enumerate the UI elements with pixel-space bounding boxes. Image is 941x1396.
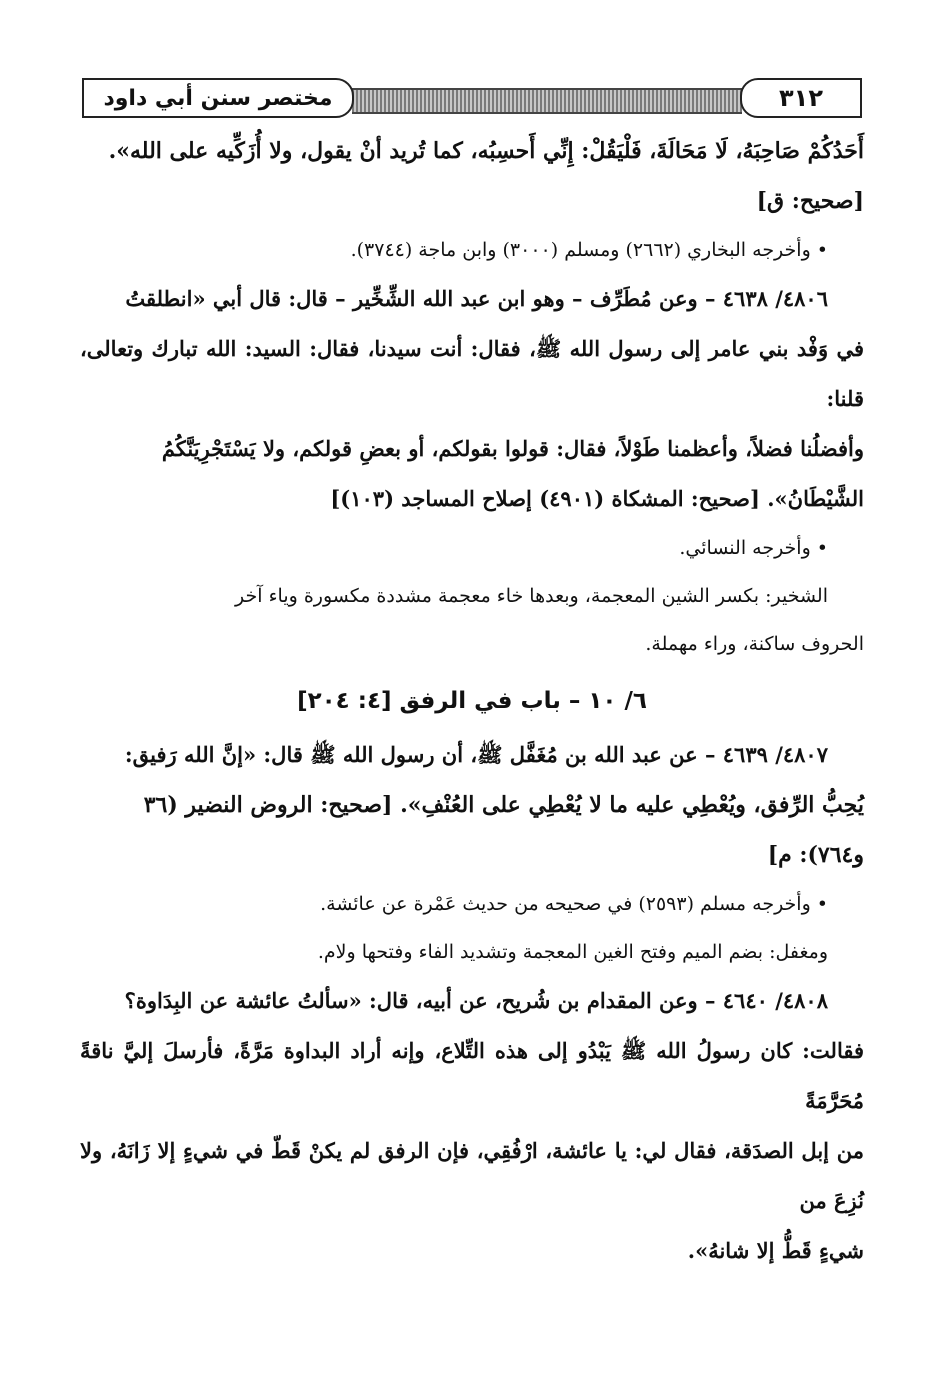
hadith-line: من إبل الصدَقة، فقال لي: يا عائشة، ارْفُقِي، فإن الرفق لم يكنْ قَطّ في شيءٍ إلا زَانَهُ، ولا نُزِعَ من <box>80 1138 864 1213</box>
hadith-line: ٤٨٠٨/ ٤٦٤٠ – وعن المقدام بن شُريح، عن أبيه، قال: «سألتُ عائشة عن البِدَاوة؟ <box>124 988 828 1013</box>
hadith-line: في وَفْد بني عامر إلى رسول الله ﷺ، فقال: أنت سيدنا، فقال: السيد: الله تبارك وتعالى، قلنا: <box>80 336 864 411</box>
explanation-line: ومغفل: بضم الميم وفتح الغين المعجمة وتشديد الفاء وفتحها ولام. <box>317 941 828 963</box>
hadith-line: وأفضلُنا فضلاً، وأعظمنا طَوْلاً، فقال: قولوا بقولكم، أو بعضِ قولكم، ولا يَسْتَجْرِيَنَّكُمُ <box>161 436 864 461</box>
header-ornament-bar <box>352 88 742 114</box>
page-number: ٣١٢ <box>779 84 823 112</box>
hadith-line: شيءٍ قَطُّ إلا شانهُ». <box>687 1238 864 1263</box>
hadith-4806 <box>80 274 864 524</box>
hadith-line: الشَّيْطَانُ». [صحيح: المشكاة (٤٩٠١) إصلاح المساجد (١٠٣)] <box>330 486 864 511</box>
book-title: مختصر سنن أبي داود <box>103 85 333 111</box>
hadith-line: يُحِبُّ الرِّفق، ويُعْطِي عليه ما لا يُعْطِي على العُنْفِ». [صحيح: الروض النضير (٣٦ <box>143 792 864 818</box>
hadith-4808 <box>80 976 864 1276</box>
hadith-continuation: أَحَدُكُمْ صَاحِبَهُ، لَا مَحَالَةَ، فَلْيَقُلْ: إِنِّي أَحسِبُه، كما تُريد أنْ يقول، ولا أُزَكِّيه على الله». <box>108 138 864 164</box>
takhrij-note: • وأخرجه البخاري (٢٦٦٢) ومسلم (٣٠٠٠) وابن ماجة (٣٧٤٤). <box>350 239 828 261</box>
explanation-line: الحروف ساكنة، وراء مهملة. <box>645 633 864 655</box>
hadith-line: ٤٨٠٦/ ٤٦٣٨ – وعن مُطَرِّف – وهو ابن عبد الله الشِّخِّير – قال: قال أبي «انطلقتُ <box>125 286 828 311</box>
hadith-line: ٤٨٠٧/ ٤٦٣٩ – عن عبد الله بن مُغَفَّل ﷺ، أن رسول الله ﷺ قال: «إنَّ الله رَفيق: <box>124 742 828 767</box>
hadith-line: فقالت: كان رسولُ الله ﷺ يَبْدُو إلى هذه التِّلاع، وإنه أراد البداوة مَرَّةً، فأرسلَ إليَّ ناقةً مُحَرَّمَةً <box>80 1038 864 1113</box>
hadith-line: و٧٦٤): م] <box>767 842 864 868</box>
explanation-line: الشخير: بكسر الشين المعجمة، وبعدها خاء معجمة مشددة مكسورة وياء آخر <box>235 585 828 607</box>
takhrij-note: • وأخرجه النسائي. <box>679 537 828 559</box>
takhrij-note: • وأخرجه مسلم (٢٥٩٣) في صحيحه من حديث عَمْرة عن عائشة. <box>320 893 828 915</box>
book-title-box <box>82 78 354 118</box>
page-body <box>80 126 864 1276</box>
running-header <box>82 76 862 120</box>
grading: [صحيح: ق] <box>756 188 864 214</box>
hadith-4807 <box>80 730 864 880</box>
chapter-heading: ٦/ ١٠ – باب في الرفق [٤: ٢٠٤] <box>297 688 647 714</box>
page-number-box <box>740 78 862 118</box>
